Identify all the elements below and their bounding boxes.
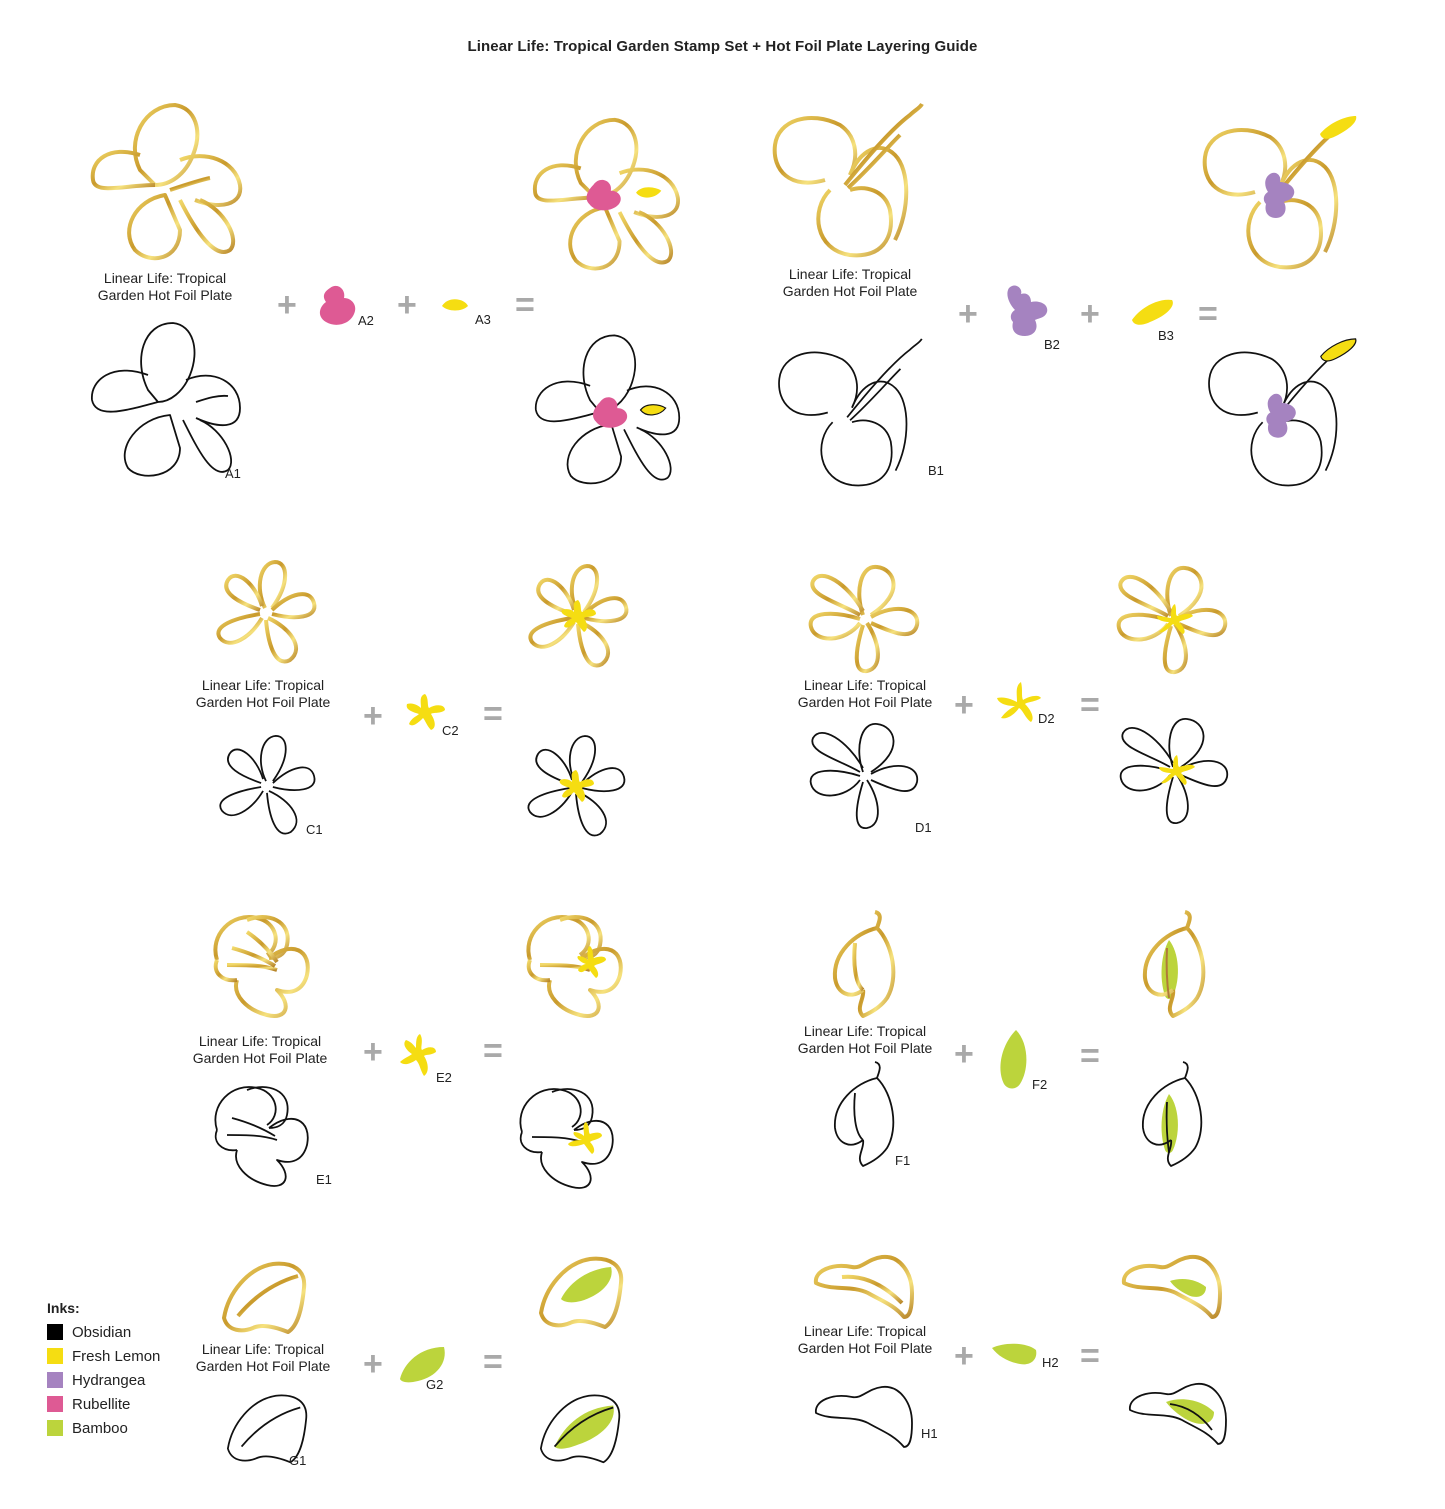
plate-label-a: Linear Life: Tropical Garden Hot Foil Plate (97, 270, 233, 303)
plumeria-foil-plate-c (210, 558, 320, 668)
equals-sign: = (1198, 295, 1218, 333)
color-swatch (47, 1396, 63, 1412)
trumpet-flower-stamped-result-e (512, 1082, 620, 1194)
trumpet-flower-foil-result-e (520, 910, 628, 1022)
stamp-code-b2: B2 (1044, 337, 1060, 352)
trumpet-flower-foil-plate-e (207, 910, 315, 1022)
color-swatch (47, 1324, 63, 1340)
stamp-code-c1: C1 (306, 822, 323, 837)
leaf-foil-plate-h (812, 1253, 920, 1323)
leaf-stamped-result-h (1126, 1380, 1234, 1450)
bud-foil-plate-f (825, 908, 905, 1020)
equals-sign: = (483, 1032, 503, 1070)
stamen-stamp-b3 (1130, 296, 1176, 326)
equals-sign: = (1080, 1337, 1100, 1375)
stamp-code-d2: D2 (1038, 711, 1055, 726)
legend-item-obsidian (47, 1320, 160, 1344)
legend-label: Hydrangea (72, 1371, 146, 1389)
stamp-code-a3: A3 (475, 312, 491, 327)
plus-sign: + (954, 1035, 974, 1073)
stamp-code-g2: G2 (426, 1377, 444, 1392)
leaf-stamped-result-g (535, 1388, 625, 1470)
equals-sign: = (483, 1343, 503, 1381)
hibiscus-foil-plate-a (85, 100, 245, 270)
hibiscus-foil-result-b (1200, 112, 1360, 272)
plate-label-f: Linear Life: Tropical Garden Hot Foil Plate (797, 1023, 933, 1056)
legend-heading: Inks: (47, 1300, 80, 1316)
plus-sign: + (954, 686, 974, 724)
plus-sign: + (363, 1345, 383, 1383)
plus-sign: + (363, 1033, 383, 1071)
hibiscus-stamped-result-a (532, 330, 687, 490)
color-swatch (47, 1420, 63, 1436)
stamen-stamp-a3 (440, 296, 470, 314)
plus-sign: + (397, 286, 417, 324)
legend-item-bamboo (47, 1416, 160, 1440)
plate-label-b: Linear Life: Tropical Garden Hot Foil Plate (782, 266, 918, 299)
stamp-code-b3: B3 (1158, 328, 1174, 343)
color-swatch (47, 1348, 63, 1364)
stamp-code-h1: H1 (921, 1426, 938, 1441)
plumeria-stamped-result-c (520, 732, 630, 842)
plumeria-stamp-c1 (212, 732, 320, 840)
equals-sign: = (1080, 1037, 1100, 1075)
stamp-code-e1: E1 (316, 1172, 332, 1187)
plate-label-h: Linear Life: Tropical Garden Hot Foil Plate (797, 1323, 933, 1356)
stamp-code-f1: F1 (895, 1153, 911, 1168)
plus-sign: + (277, 286, 297, 324)
equals-sign: = (483, 695, 503, 733)
star-center-stamp-d2 (995, 680, 1043, 724)
bud-foil-result-f (1135, 908, 1215, 1020)
stamp-code-b1: B1 (928, 463, 944, 478)
leaf-stamp-h2 (990, 1340, 1040, 1368)
legend-item-rubellite (47, 1392, 160, 1416)
plus-sign: + (363, 697, 383, 735)
ink-legend (47, 1300, 160, 1440)
plus-sign: + (1080, 295, 1100, 333)
plumeria-foil-plate-d (805, 563, 923, 675)
stamp-code-c2: C2 (442, 723, 459, 738)
plate-label-e: Linear Life: Tropical Garden Hot Foil Plate (192, 1033, 328, 1066)
stamp-code-a2: A2 (358, 313, 374, 328)
stamp-code-e2: E2 (436, 1070, 452, 1085)
star-center-stamp-e2 (398, 1032, 438, 1080)
page-title: Linear Life: Tropical Garden Stamp Set + Hot Foil Plate Layering Guide (467, 38, 978, 55)
plate-label-d: Linear Life: Tropical Garden Hot Foil Plate (797, 677, 933, 710)
blob-stamp-a2 (318, 284, 360, 328)
plate-label-c: Linear Life: Tropical Garden Hot Foil Plate (195, 677, 331, 710)
stamp-code-h2: H2 (1042, 1355, 1059, 1370)
trumpet-flower-stamp-e1 (207, 1080, 315, 1192)
stamp-code-f2: F2 (1032, 1077, 1048, 1092)
plumeria-foil-result-d (1113, 564, 1231, 676)
hibiscus-foil-plate-b (770, 100, 930, 260)
leaf-foil-result-h (1120, 1253, 1228, 1323)
leaf-foil-plate-g (218, 1258, 310, 1338)
hibiscus-stamp-a1 (88, 320, 248, 480)
legend-label: Fresh Lemon (72, 1347, 161, 1365)
star-center-stamp-c2 (405, 692, 447, 732)
plumeria-foil-result-c (522, 562, 632, 672)
hibiscus-stamped-result-b (1202, 335, 1362, 490)
pistil-stamp-b2 (1005, 282, 1053, 338)
plumeria-stamp-d1 (805, 720, 923, 832)
plus-sign: + (958, 295, 978, 333)
hibiscus-stamp-b1 (772, 335, 932, 490)
legend-label: Bamboo (72, 1419, 128, 1437)
equals-sign: = (515, 286, 535, 324)
legend-label: Rubellite (72, 1395, 131, 1413)
plate-label-g: Linear Life: Tropical Garden Hot Foil Plate (195, 1341, 331, 1374)
bud-stamped-result-f (1133, 1058, 1213, 1170)
stamp-code-d1: D1 (915, 820, 932, 835)
plus-sign: + (954, 1337, 974, 1375)
bud-stamp-f1 (825, 1058, 905, 1170)
stamp-code-g1: G1 (289, 1453, 307, 1468)
plumeria-stamped-result-d (1115, 715, 1233, 827)
stamp-code-a1: A1 (225, 466, 241, 481)
leaf-foil-result-g (535, 1253, 627, 1333)
color-swatch (47, 1372, 63, 1388)
hibiscus-foil-result-a (525, 115, 685, 280)
legend-item-fresh-lemon (47, 1344, 160, 1368)
legend-item-hydrangea (47, 1368, 160, 1392)
leaf-stamp-f2 (998, 1028, 1030, 1092)
legend-label: Obsidian (72, 1323, 132, 1341)
equals-sign: = (1080, 686, 1100, 724)
leaf-stamp-h1 (812, 1383, 920, 1453)
